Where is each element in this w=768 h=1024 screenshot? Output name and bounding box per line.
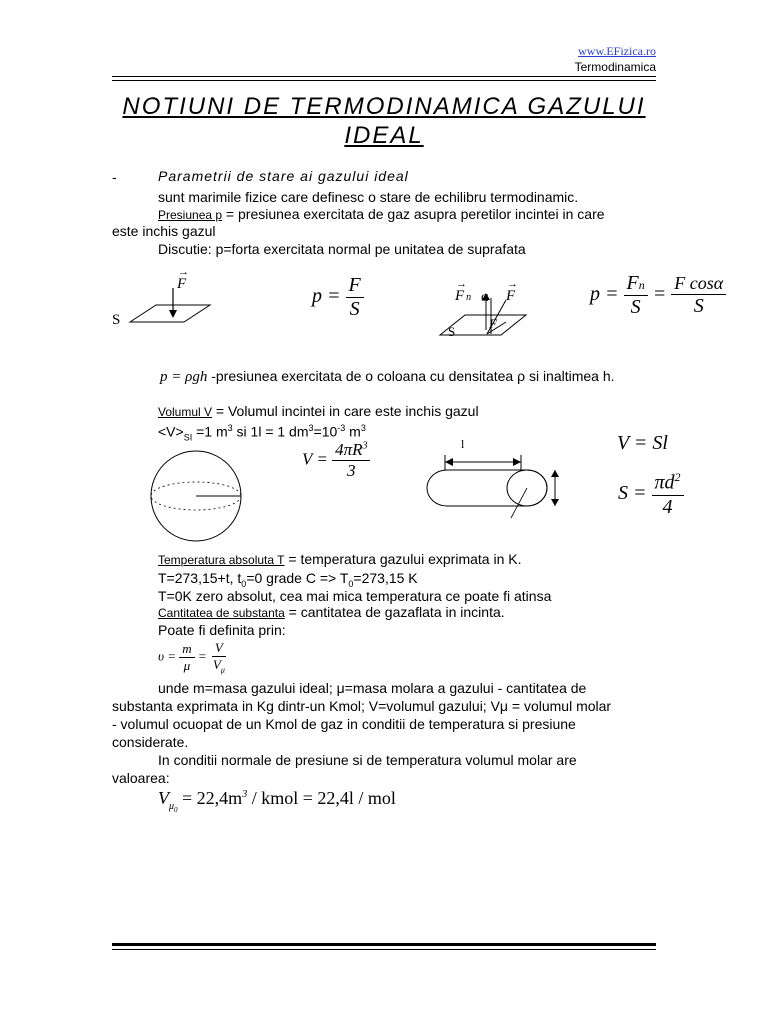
pressure-discussion: Discutie: p=forta exercitata normal pe unitatea de suprafata (158, 241, 526, 257)
normal-force-label: → F n (455, 278, 472, 304)
substance-desc-line4: considerate. (112, 734, 189, 750)
substance-desc-line1: unde m=masa gazului ideal; μ=masa molara a gazului - cantitatea de (158, 680, 587, 696)
header-rule-thin (112, 80, 656, 81)
section-heading-state-params: Parametrii de stare ai gazului ideal (158, 168, 409, 184)
force-surface-diagram (110, 266, 210, 340)
force-label: → F (177, 266, 189, 292)
hydrostatic-line: p = ρgh -presiunea exercitata de o coloana cu densitatea ρ si inaltimea h. (160, 368, 615, 385)
volume-definition: Volumul V = Volumul incintei in care este inchis gazul (158, 403, 479, 419)
temperature-definition: Temperatura absoluta T = temperatura gazului exprimata in K. (158, 551, 522, 567)
pressure-definition (158, 206, 605, 224)
substance-line2: Poate fi definita prin: (158, 622, 286, 638)
substance-label: Cantitatea de substanta (158, 606, 285, 620)
absolute-zero-line: T=0K zero absolut, cea mai mica temperatura ce poate fi atinsa (158, 588, 552, 604)
surface-label: S (112, 312, 121, 328)
normal-conditions-line2: valoarea: (112, 770, 170, 786)
molar-volume-formula: $V_{\mu_0} = 22,4m^3$ / kmol = 22,4l / mol (158, 788, 396, 814)
substance-desc-line2: substanta exprimata in Kg dintr-un Kmol; V=volumul gazului; Vμ = volumul molar (112, 698, 612, 714)
sphere-diagram (150, 450, 242, 542)
page-title-line2: IDEAL (344, 122, 424, 149)
substance-formula: υ = $\frac{m}{\mu}$ = $\frac{V}{V_\mu}$ (158, 640, 225, 675)
substance-desc-line3: - volumul ocuopat de un Kmol de gaz in conditii de temperatura si presiune (112, 716, 576, 732)
oblique-force-label: → F (506, 278, 518, 304)
state-params-definition: sunt marimile fizice care definesc o stare de echilibru termodinamic. (158, 189, 579, 205)
alpha-label: α (481, 290, 489, 305)
tangential-force-label: F (489, 316, 497, 331)
pressure-text-line2: este inchis gazul (112, 223, 216, 239)
cylinder-length-label: l (461, 437, 465, 451)
normal-conditions-line1: In conditii normale de presiune si de temperatura volumul molar are (158, 752, 577, 768)
cylinder-diagram (425, 450, 565, 525)
page-title-line1: NOTIUNI DE TERMODINAMICA GAZULUI (122, 93, 646, 120)
sphere-volume-formula: V = $\frac{4\pi R^3}{3}$ (302, 440, 370, 481)
volume-units: $<V>_{SI} =1$ $m^3$ si 1l = 1 $dm^3=10^{-3}$ $m^3$ (158, 423, 366, 443)
cylinder-volume-formula: V = Sl (617, 432, 668, 454)
bullet-dash: - (112, 169, 117, 185)
volume-label: Volumul V (158, 405, 213, 419)
pressure-label: Presiunea p (158, 208, 223, 222)
header-rule (112, 76, 656, 77)
footer-rule-thick (112, 943, 656, 946)
area-formula: S = $\frac{\pi d^2}{4}$ (618, 470, 684, 519)
temperature-label: Temperatura absoluta T (158, 553, 285, 567)
pressure-formula: p = $\frac{F}{S}$ (312, 274, 364, 321)
section-label: Termodinamica (574, 60, 656, 74)
substance-definition: Cantitatea de substanta = cantitatea de gazaflata in incinta. (158, 604, 505, 620)
pressure-text: = presiunea exercitata de gaz asupra peretilor incintei in care (222, 206, 605, 222)
temperature-conversion: T=273,15+t, $t_0=0$ grade $C => T_0=273,15$ K (158, 570, 418, 589)
pressure-formula-oblique: p = $\frac{Fn}{S}$ = $\frac{\text{F cosα}}{S}$ (590, 272, 726, 319)
footer-rule-thin (112, 949, 656, 950)
site-link[interactable]: www.EFizica.ro (578, 44, 656, 58)
surface-label-2: S (448, 324, 456, 339)
